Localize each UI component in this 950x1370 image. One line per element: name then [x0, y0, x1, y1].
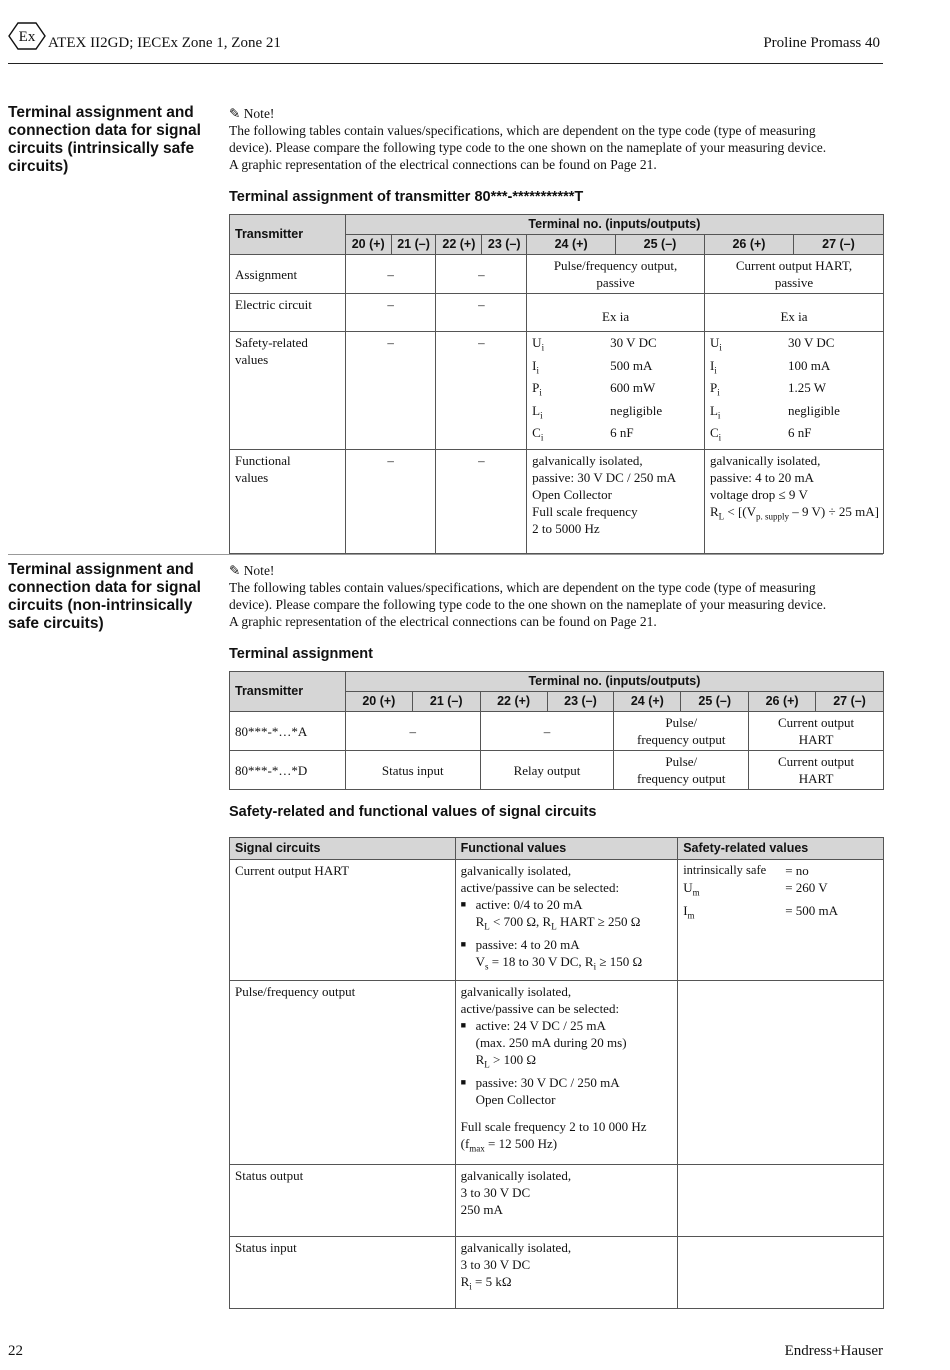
cell: Relay output — [480, 751, 614, 790]
header-left-title: ATEX II2GD; IECEx Zone 1, Zone 21 — [48, 35, 281, 51]
terminal-header: 26 (+) — [749, 692, 816, 712]
note-label: Note! — [243, 106, 275, 121]
cell: $U_i$ 30 V DC $I_i$ 500 mA $P_i$ 600 mW $L_i$ negligible $C_i$ 6 nF — [527, 332, 705, 450]
terminal-header: 23 (–) — [482, 235, 527, 255]
signal-values-table — [229, 837, 884, 1309]
terminal-header: 24 (+) — [527, 235, 616, 255]
table-row — [230, 860, 884, 981]
table-row — [230, 255, 884, 294]
cell: Current output HART — [749, 751, 884, 790]
functional-cell: galvanically isolated, active/passive can be selected: ■ active: 0/4 to 20 mA $R_L < 700$ Ω, $R_L$ HART ≥ 250 Ω ■ passive: 4 to 20 mA $V_s = 18$ to 30 V DC, $R_i \ge 150$ Ω — [455, 860, 678, 981]
col-functional-values: Functional values — [455, 838, 678, 860]
cell: – — [345, 255, 436, 294]
safety-cell: intrinsically safe = no $U_m$ = 260 V $I_m$ = 500 mA — [678, 860, 884, 981]
table-row — [230, 449, 884, 553]
note-line: The following tables contain values/specifications, which are dependent on the type code (type of measuring — [229, 580, 816, 595]
table-row — [230, 294, 884, 332]
cell: – — [436, 294, 527, 332]
note-line: device). Please compare the following type code to the one shown on the nameplate of your measuring device. — [229, 597, 827, 612]
values-table-caption: Safety-related and functional values of signal circuits — [229, 804, 597, 820]
row-label: Electric circuit — [230, 294, 346, 332]
header-divider — [8, 63, 883, 64]
section1-table-caption: Terminal assignment of transmitter 80***-***********T — [229, 189, 584, 205]
terminal-header: 24 (+) — [614, 692, 681, 712]
cell: Status input — [345, 751, 480, 790]
col-transmitter: Transmitter — [230, 672, 346, 712]
cell: Current output HART, passive — [704, 255, 883, 294]
functional-cell: galvanically isolated, 3 to 30 V DC 250 mA — [455, 1165, 678, 1237]
cell: Ex ia — [704, 294, 883, 332]
terminal-assignment-table — [229, 671, 884, 790]
row-label: Assignment — [230, 255, 346, 294]
page-number: 22 — [8, 1343, 23, 1359]
note-line: The following tables contain values/specifications, which are dependent on the type code (type of measuring — [229, 123, 816, 138]
terminal-header: 21 (–) — [412, 692, 480, 712]
row-label: 80***-*…*A — [230, 712, 346, 751]
table-row — [230, 712, 884, 751]
terminal-header: 20 (+) — [345, 235, 391, 255]
cell: – — [345, 712, 480, 751]
footer-brand: Endress+Hauser — [784, 1343, 883, 1359]
ex-hexagon-logo — [8, 22, 46, 50]
safety-cell — [678, 981, 884, 1165]
header-right-title: Proline Promass 40 — [763, 35, 880, 51]
terminal-header: 25 (–) — [681, 692, 749, 712]
functional-cell: galvanically isolated, 3 to 30 V DC $R_i = 5$ kΩ — [455, 1237, 678, 1309]
table-row — [230, 981, 884, 1165]
terminal-header: 22 (+) — [480, 692, 547, 712]
cell: – — [345, 332, 436, 450]
cell: – — [480, 712, 614, 751]
cell: – — [436, 255, 527, 294]
cell: galvanically isolated, passive: 30 V DC / 250 mA Open Collector Full scale frequency 2 to 5000 Hz — [527, 449, 705, 553]
note-line: A graphic representation of the electrical connections can be found on Page 21. — [229, 157, 657, 172]
col-safety-values: Safety-related values — [678, 838, 884, 860]
note-label: Note! — [243, 563, 275, 578]
terminal-header: 23 (–) — [547, 692, 614, 712]
cell: Pulse/ frequency output — [614, 712, 749, 751]
section2-note — [229, 562, 884, 630]
cell: Pulse/ frequency output — [614, 751, 749, 790]
signal-name: Pulse/frequency output — [230, 981, 456, 1165]
terminal-header: 26 (+) — [704, 235, 793, 255]
section1-title: Terminal assignment and connection data for signal circuits (intrinsically safe circuits) — [8, 104, 201, 175]
row-label: Safety-related values — [230, 332, 346, 450]
terminal-header: 25 (–) — [616, 235, 705, 255]
cell: Current output HART — [749, 712, 884, 751]
signal-name: Current output HART — [230, 860, 456, 981]
table-row — [230, 332, 884, 450]
terminal-header: 22 (+) — [436, 235, 482, 255]
transmitter-terminal-table — [229, 214, 884, 554]
terminal-header: 27 (–) — [793, 235, 883, 255]
note-line: A graphic representation of the electrical connections can be found on Page 21. — [229, 614, 657, 629]
ex-logo-text: Ex — [18, 29, 36, 45]
safety-cell — [678, 1165, 884, 1237]
cell: $U_i$ 30 V DC $I_i$ 100 mA $P_i$ 1.25 W $L_i$ negligible $C_i$ 6 nF — [704, 332, 883, 450]
section-divider — [8, 554, 883, 555]
row-label: Functional values — [230, 449, 346, 553]
row-label: 80***-*…*D — [230, 751, 346, 790]
cell: – — [436, 332, 527, 450]
cell: – — [345, 294, 436, 332]
table-row — [230, 1165, 884, 1237]
safety-cell — [678, 1237, 884, 1309]
pencil-icon: ✎ — [229, 563, 241, 578]
terminal-header: 21 (–) — [391, 235, 436, 255]
functional-cell: galvanically isolated, active/passive can be selected: ■ active: 24 V DC / 25 mA (max. 250 mA during 20 ms) $R_L > 100$ Ω ■ passive: 30 V DC / 250 mA Open Collector Full scale frequency 2 to 10 000 Hz ($f_{max} = 12$ 500 Hz) — [455, 981, 678, 1165]
section1-note — [229, 105, 884, 173]
cell: Pulse/frequency output, passive — [527, 255, 705, 294]
cell: – — [345, 449, 436, 553]
pencil-icon: ✎ — [229, 106, 241, 121]
section2-title: Terminal assignment and connection data for signal circuits (non-intrinsically safe circuits) — [8, 561, 201, 632]
note-line: device). Please compare the following type code to the one shown on the nameplate of your measuring device. — [229, 140, 827, 155]
signal-name: Status input — [230, 1237, 456, 1309]
col-signal-circuits: Signal circuits — [230, 838, 456, 860]
cell: Ex ia — [527, 294, 705, 332]
col-transmitter: Transmitter — [230, 215, 346, 255]
col-terminal-group: Terminal no. (inputs/outputs) — [345, 215, 883, 235]
table-row — [230, 1237, 884, 1309]
terminal-header: 20 (+) — [345, 692, 412, 712]
col-terminal-group: Terminal no. (inputs/outputs) — [345, 672, 883, 692]
table-row — [230, 751, 884, 790]
terminal-header: 27 (–) — [816, 692, 884, 712]
cell: – — [436, 449, 527, 553]
cell: galvanically isolated, passive: 4 to 20 mA voltage drop ≤ 9 V $R_L < [(V_{p. supply} - 9$ V) ÷ 25 mA] — [704, 449, 883, 553]
section2-table-caption: Terminal assignment — [229, 646, 373, 662]
signal-name: Status output — [230, 1165, 456, 1237]
